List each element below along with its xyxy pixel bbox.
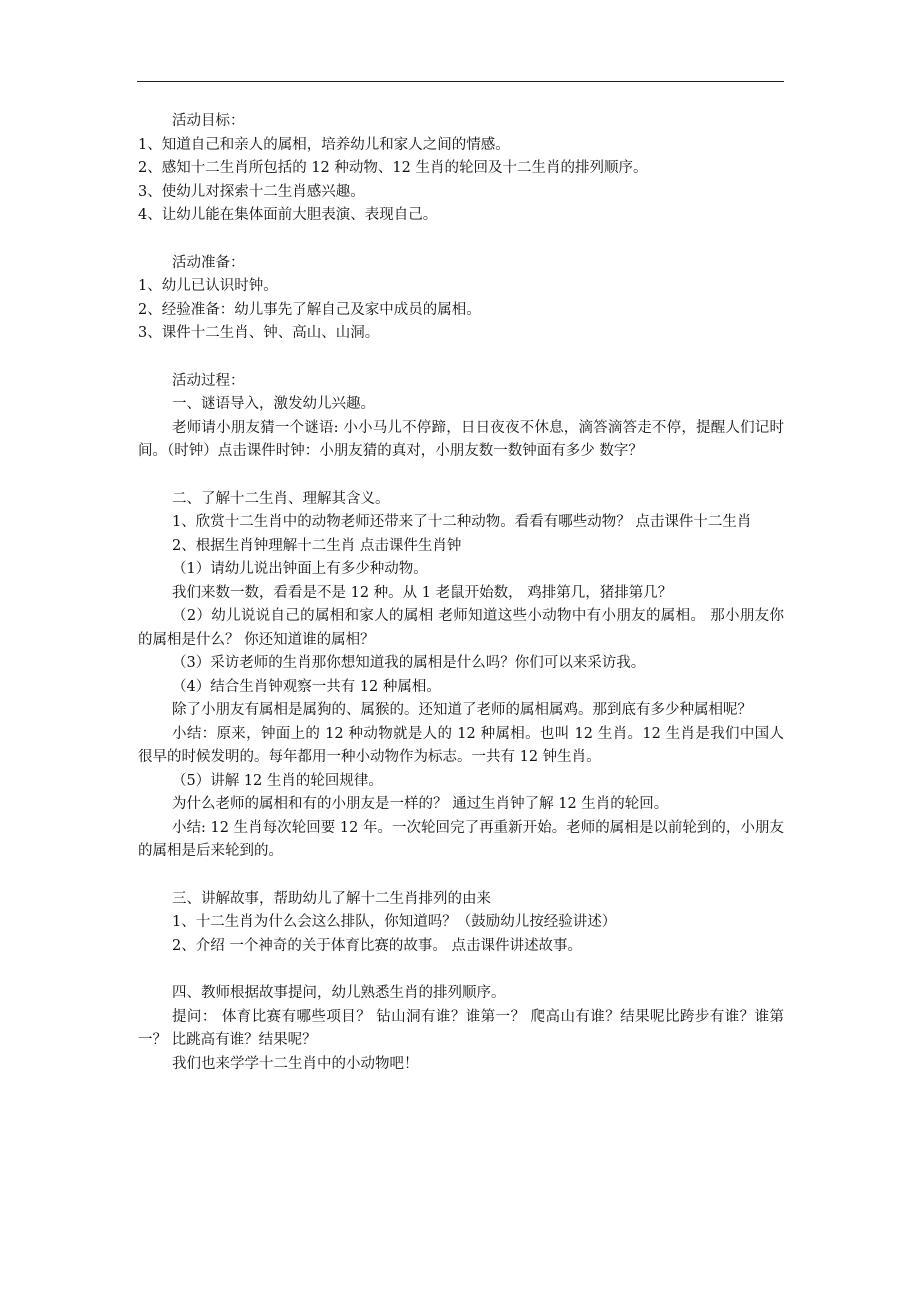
part2-title: 二、了解十二生肖、理解其含义。 — [172, 490, 390, 507]
part1-title: 一、谜语导入，激发幼儿兴趣。 — [172, 396, 375, 412]
part3-paragraph-1: 1、十二生肖为什么会这么排队，你知道吗？（鼓励幼儿按经验讲述） — [172, 914, 617, 930]
part1-paragraph: 老师请小朋友猜一个谜语: 小小马儿不停蹄，日日夜夜不休息，滴答滴答走不停，提醒人们记时间。（时钟）点击课件时钟：小朋友猜的真对，小朋友数一数钟面有多少 数字？ — [138, 419, 784, 459]
part2-paragraph-9: 小结：原来，钟面上的 12 种动物就是人的 12 种属相。也叫 12 生肖。12 生肖是我们中国人很早的时候发明的。每年都用一种小动物作为标志。一共有 12 钟生肖。 — [138, 725, 784, 765]
part2-paragraph-1: 1、欣赏十二生肖中的动物老师还带来了十二种动物。看看有哪些动物？ 点击课件十二生肖 — [172, 514, 752, 530]
prep-item-1: 1、幼儿已认识时钟。 — [138, 278, 278, 294]
header-rule — [137, 81, 784, 82]
part3-paragraph-2: 2、介绍 一个神奇的关于体育比赛的故事。 点击课件讲述故事。 — [172, 937, 582, 954]
spacer — [138, 346, 784, 370]
part3-title: 三、讲解故事，帮助幼儿了解十二生肖排列的由来 — [172, 890, 491, 907]
document-body — [138, 110, 784, 1076]
part2-paragraph-12: 小结: 12 生肖每次轮回要 12 年。一次轮回完了再重新开始。老师的属相是以前轮到的，小朋友的属相是后来轮到的。 — [138, 819, 784, 859]
part4-title: 四、教师根据故事提问，幼儿熟悉生肖的排列顺序。 — [172, 985, 506, 1001]
part2-paragraph-11: 为什么老师的属相和有的小朋友是一样的？ 通过生肖钟了解 12 生肖的轮回。 — [172, 796, 669, 812]
spacer — [138, 228, 784, 252]
goal-item-4: 4、让幼儿能在集体面前大胆表演、表现自己。 — [138, 207, 438, 223]
part2-paragraph-6: （3）采访老师的生肖那你想知道我的属相是什么吗？你们可以来采访我。 — [172, 655, 646, 671]
prep-heading: 活动准备： — [172, 254, 245, 271]
goal-item-1: 1、知道自己和亲人的属相，培养幼儿和家人之间的情感。 — [138, 136, 510, 153]
part2-paragraph-8: 除了小朋友有属相是属狗的、属猴的。还知道了老师的属相属鸡。那到底有多少种属相呢？ — [172, 702, 752, 718]
spacer — [138, 464, 784, 488]
part2-paragraph-7: （4）结合生肖钟观察一共有 12 种属相。 — [172, 678, 441, 695]
part4-paragraph-2: 我们也来学学十二生肖中的小动物吧！ — [172, 1055, 419, 1072]
prep-item-3: 3、课件十二生肖、钟、高山、山洞。 — [138, 325, 380, 341]
goal-item-3: 3、使幼儿对探索十二生肖感兴趣。 — [138, 183, 365, 200]
prep-item-2: 2、经验准备：幼儿事先了解自己及家中成员的属相。 — [138, 301, 481, 318]
process-heading: 活动过程： — [172, 372, 245, 389]
goals-heading: 活动目标： — [172, 113, 245, 129]
part4-paragraph-1: 提问： 体育比赛有哪些项目？ 钻山洞有谁？谁第一？ 爬高山有谁？结果呢比跨步有谁？谁第一？ 比跳高有谁？结果呢？ — [138, 1008, 784, 1048]
part2-paragraph-10: （5）讲解 12 生肖的轮回规律。 — [172, 772, 383, 789]
spacer — [138, 958, 784, 982]
part2-paragraph-3: （1）请幼儿说出钟面上有多少种动物。 — [172, 561, 428, 577]
part2-paragraph-5: （2）幼儿说说自己的属相和家人的属相 老师知道这些小动物中有小朋友的属相。 那小朋友你的属相是什么？ 你还知道谁的属相？ — [138, 608, 784, 648]
part2-paragraph-4: 我们来数一数，看看是不是 12 种。从 1 老鼠开始数， 鸡排第几，猪排第几？ — [172, 584, 673, 601]
part2-paragraph-2: 2、根据生肖钟理解十二生肖 点击课件生肖钟 — [172, 537, 462, 554]
goal-item-2: 2、感知十二生肖所包括的 12 种动物、12 生肖的轮回及十二生肖的排列顺序。 — [138, 160, 648, 176]
spacer — [138, 864, 784, 888]
